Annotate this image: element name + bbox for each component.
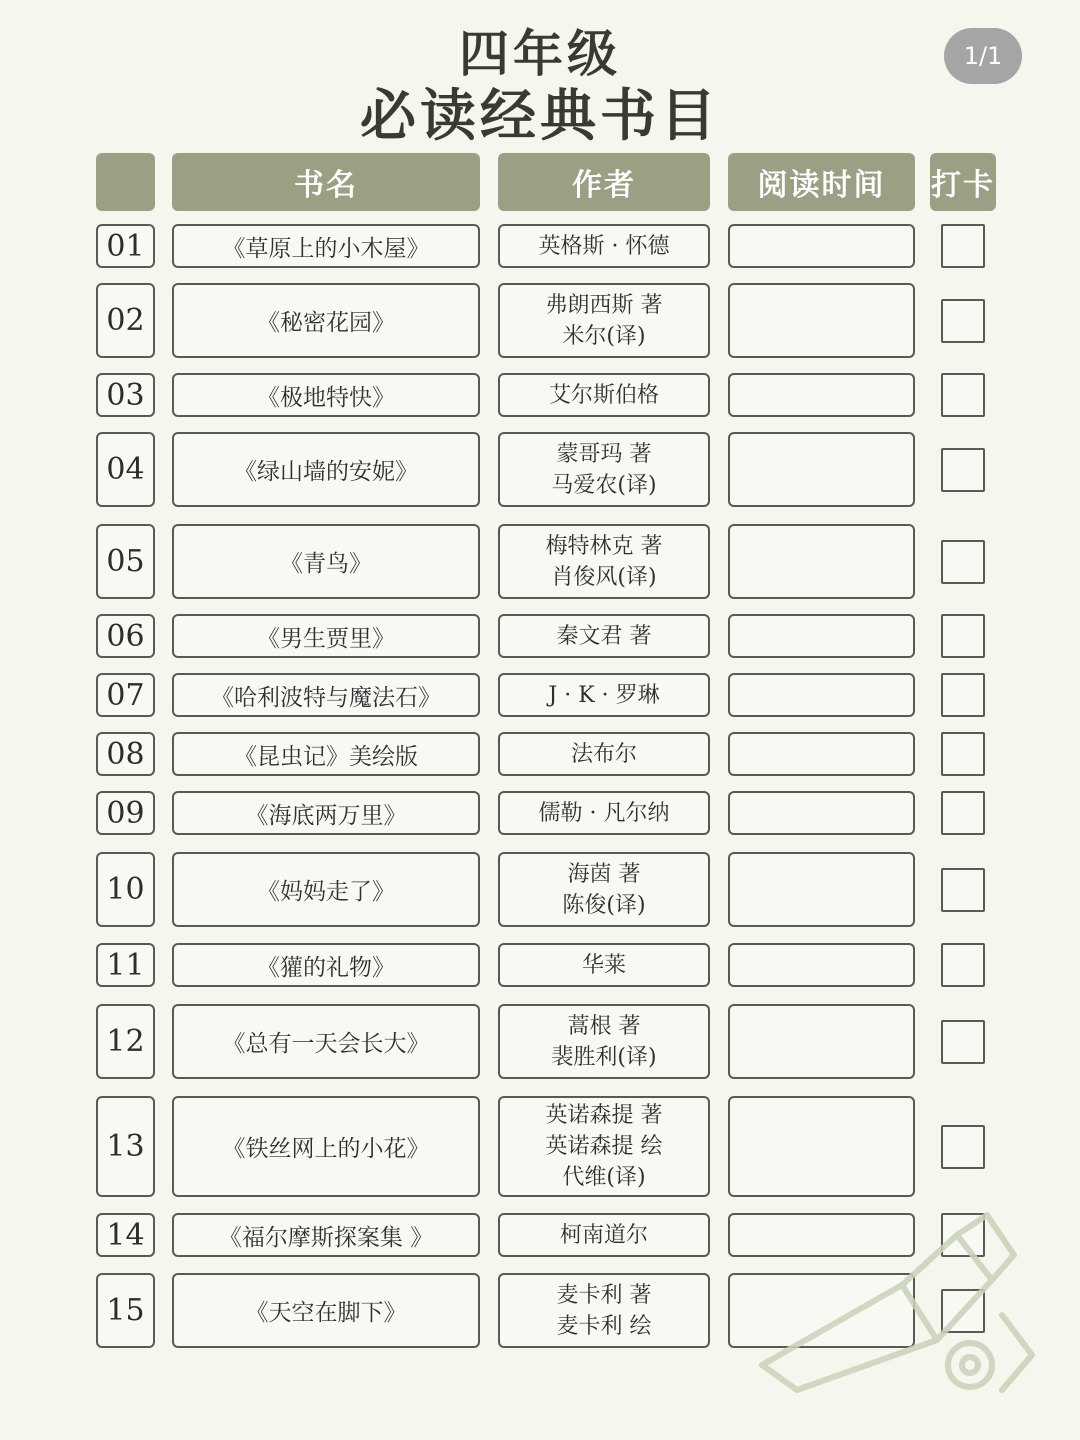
row-number: 01 (96, 224, 155, 268)
author-line: 艾尔斯伯格 (548, 382, 659, 408)
book-title-cell: 《草原上的小木屋》 (172, 224, 480, 268)
reading-time-field[interactable] (728, 732, 915, 776)
author-line: 肖俊风(译) (551, 564, 657, 590)
author-cell (498, 373, 710, 417)
row-number: 09 (96, 791, 155, 835)
author-line: 华莱 (581, 952, 626, 978)
page-title-list: 必读经典书目 (360, 84, 720, 149)
row-number: 04 (96, 432, 155, 507)
author-line: 英格斯 · 怀德 (538, 233, 670, 259)
page-indicator: 1/1 (944, 28, 1022, 84)
check-in-checkbox[interactable] (941, 732, 985, 776)
pencil-decoration-icon (752, 1205, 1052, 1395)
book-title-cell: 《天空在脚下》 (172, 1273, 480, 1348)
row-number: 08 (96, 732, 155, 776)
reading-time-field[interactable] (728, 943, 915, 987)
author-cell (498, 732, 710, 776)
book-title-cell: 《青鸟》 (172, 524, 480, 599)
check-in-checkbox[interactable] (941, 373, 985, 417)
row-number: 07 (96, 673, 155, 717)
check-in-checkbox[interactable] (941, 868, 985, 912)
book-title-cell: 《哈利波特与魔法石》 (172, 673, 480, 717)
reading-time-field[interactable] (728, 524, 915, 599)
reading-time-field[interactable] (728, 614, 915, 658)
author-cell (498, 432, 710, 507)
author-line: 梅特林克 著 (545, 533, 663, 559)
author-line: 英诺森提 绘 (545, 1134, 663, 1159)
author-cell (498, 673, 710, 717)
author-line: 柯南道尔 (559, 1222, 648, 1248)
reading-time-field[interactable] (728, 373, 915, 417)
header-check-in: 打卡 (930, 153, 996, 211)
author-line: 米尔(译) (562, 323, 646, 349)
book-title-cell: 《昆虫记》美绘版 (172, 732, 480, 776)
author-line: 儒勒 · 凡尔纳 (538, 800, 670, 826)
author-line: 弗朗西斯 著 (545, 292, 663, 318)
author-cell (498, 614, 710, 658)
check-in-checkbox[interactable] (941, 1125, 985, 1169)
row-number: 13 (96, 1096, 155, 1197)
author-line: 英诺森提 著 (545, 1103, 663, 1128)
author-line: 海茵 著 (567, 861, 641, 887)
reading-time-field[interactable] (728, 1096, 915, 1197)
reading-time-field[interactable] (728, 432, 915, 507)
book-title-cell: 《绿山墙的安妮》 (172, 432, 480, 507)
check-in-checkbox[interactable] (941, 614, 985, 658)
author-line: 裴胜利(译) (551, 1044, 657, 1070)
author-cell (498, 524, 710, 599)
author-line: 蒙哥玛 著 (556, 441, 652, 467)
check-in-checkbox[interactable] (941, 791, 985, 835)
page-title-grade: 四年级 (459, 25, 621, 83)
check-in-checkbox[interactable] (941, 1020, 985, 1064)
row-number: 14 (96, 1213, 155, 1257)
header-number (96, 153, 155, 211)
book-title-cell: 《极地特快》 (172, 373, 480, 417)
row-number: 06 (96, 614, 155, 658)
book-title-cell: 《獾的礼物》 (172, 943, 480, 987)
header-author: 作者 (498, 153, 710, 211)
check-in-checkbox[interactable] (941, 448, 985, 492)
author-line: 代维(译) (562, 1165, 646, 1190)
author-line: 法布尔 (570, 741, 637, 767)
book-title-cell: 《秘密花园》 (172, 283, 480, 358)
reading-time-field[interactable] (728, 1004, 915, 1079)
author-line: 蒿根 著 (567, 1013, 641, 1039)
author-cell (498, 1213, 710, 1257)
row-number: 03 (96, 373, 155, 417)
check-in-checkbox[interactable] (941, 299, 985, 343)
author-cell (498, 943, 710, 987)
header-book-title: 书名 (172, 153, 480, 211)
book-title-cell: 《总有一天会长大》 (172, 1004, 480, 1079)
book-title-cell: 《海底两万里》 (172, 791, 480, 835)
author-cell (498, 1273, 710, 1348)
row-number: 15 (96, 1273, 155, 1348)
reading-time-field[interactable] (728, 283, 915, 358)
check-in-checkbox[interactable] (941, 673, 985, 717)
reading-time-field[interactable] (728, 791, 915, 835)
row-number: 10 (96, 852, 155, 927)
author-cell (498, 791, 710, 835)
book-title-cell: 《福尔摩斯探案集 》 (172, 1213, 480, 1257)
reading-time-field[interactable] (728, 852, 915, 927)
author-line: 马爱农(译) (551, 472, 657, 498)
row-number: 12 (96, 1004, 155, 1079)
author-line: 陈俊(译) (562, 892, 646, 918)
author-cell (498, 224, 710, 268)
book-title-cell: 《男生贾里》 (172, 614, 480, 658)
author-line: 秦文君 著 (556, 623, 652, 649)
author-cell (498, 1096, 710, 1197)
check-in-checkbox[interactable] (941, 224, 985, 268)
book-title-cell: 《铁丝网上的小花》 (172, 1096, 480, 1197)
check-in-checkbox[interactable] (941, 943, 985, 987)
check-in-checkbox[interactable] (941, 540, 985, 584)
row-number: 11 (96, 943, 155, 987)
author-line: J · K · 罗琳 (548, 682, 660, 708)
author-cell (498, 283, 710, 358)
row-number: 02 (96, 283, 155, 358)
reading-time-field[interactable] (728, 673, 915, 717)
reading-time-field[interactable] (728, 224, 915, 268)
header-reading-time: 阅读时间 (728, 153, 915, 211)
author-line: 麦卡利 绘 (556, 1313, 652, 1339)
author-line: 麦卡利 著 (556, 1282, 652, 1308)
author-cell (498, 1004, 710, 1079)
row-number: 05 (96, 524, 155, 599)
book-title-cell: 《妈妈走了》 (172, 852, 480, 927)
author-cell (498, 852, 710, 927)
